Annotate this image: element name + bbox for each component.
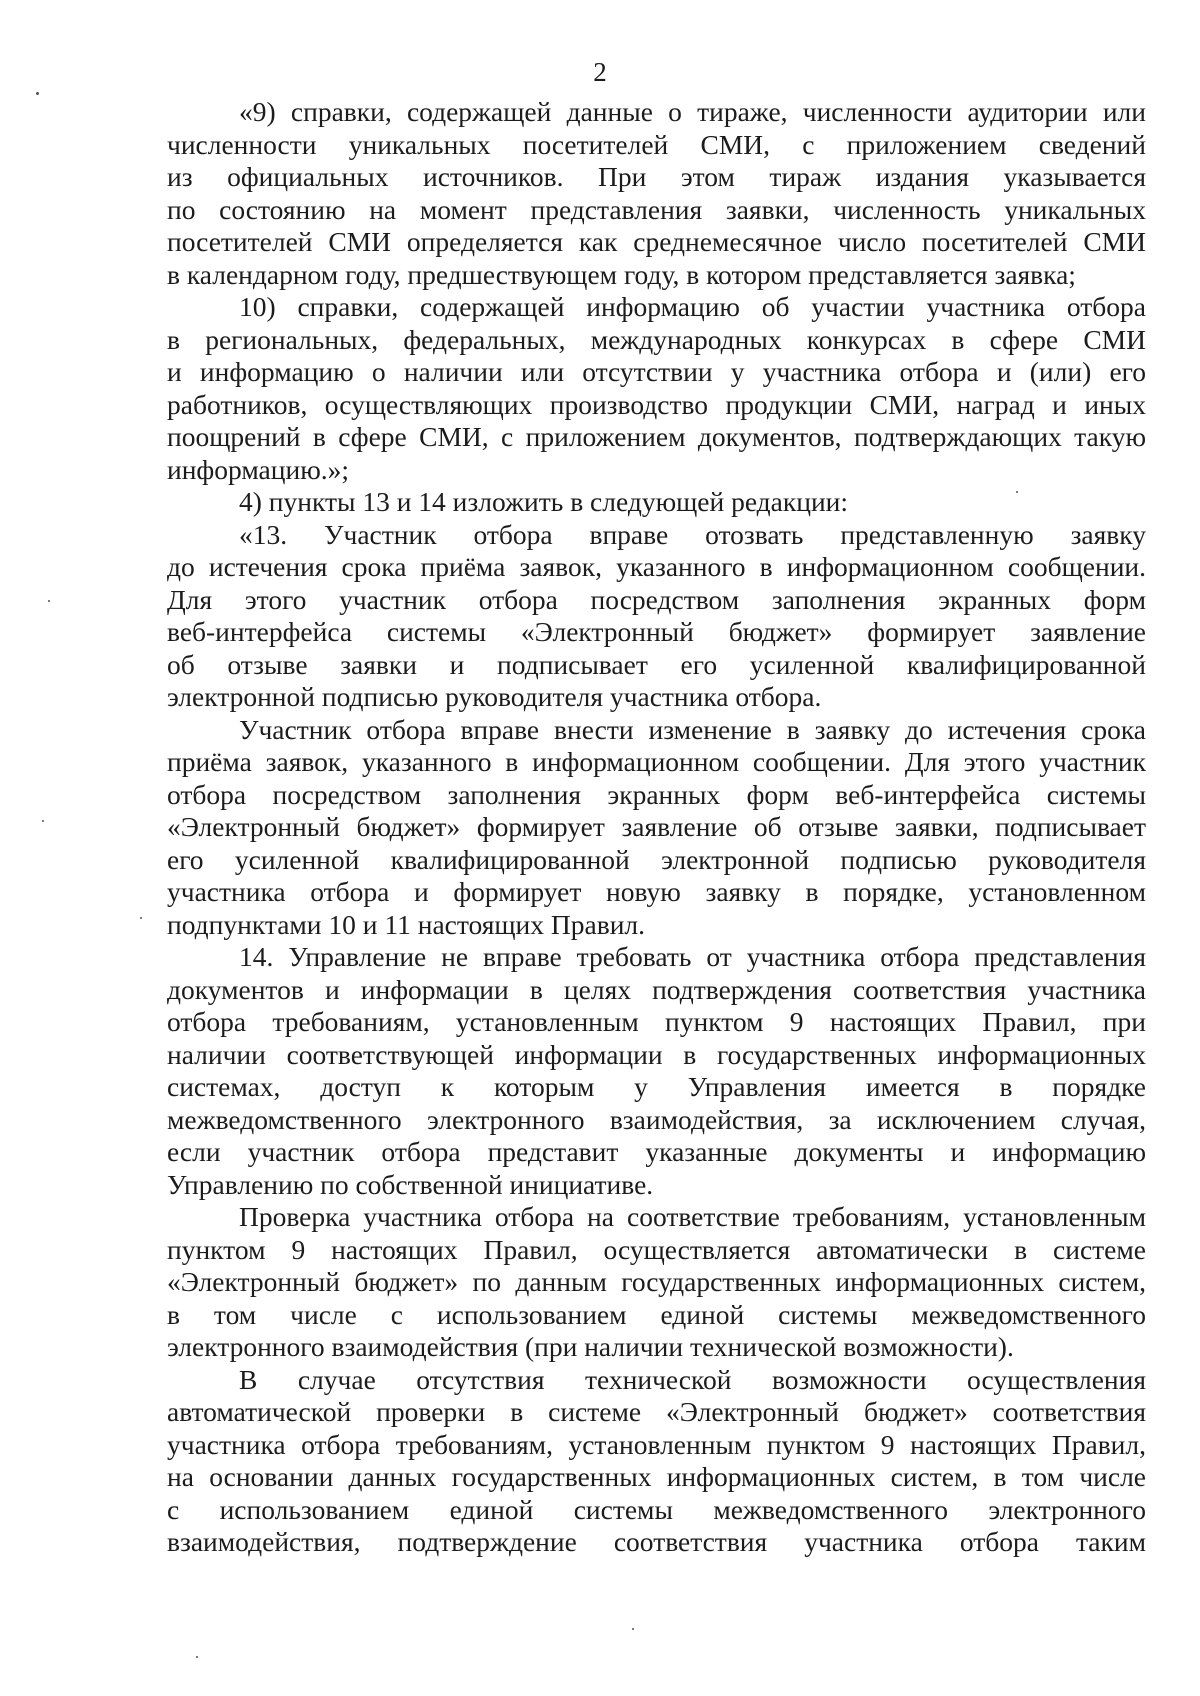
text-line: подпунктами 10 и 11 настоящих Правил.	[167, 908, 646, 940]
text-line: и информацию о наличии или отсутствии у участника отбора и (или) его	[167, 356, 1146, 387]
text-line: веб-интерфейса системы «Электронный бюджет» формирует заявление	[167, 616, 1146, 647]
text-line: приёма заявок, указанного в информационном сообщении. Для этого участник	[167, 746, 1146, 777]
text-line: «13. Участник отбора вправе отозвать представленную заявку	[239, 518, 1146, 550]
text-line: отбора посредством заполнения экранных форм веб-интерфейса системы	[167, 778, 1146, 810]
text-line: «Электронный бюджет» по данным государственных информационных систем,	[167, 1266, 1146, 1297]
text-line: 4) пункты 13 и 14 изложить в следующей редакции:	[239, 486, 849, 517]
paragraph	[167, 1201, 1146, 1364]
scan-speck	[48, 600, 50, 602]
text-line: численности уникальных посетителей СМИ, с приложением сведений	[167, 128, 1146, 160]
paragraph	[167, 714, 1146, 942]
text-line: Проверка участника отбора на соответствие требованиям, установленным	[239, 1201, 1146, 1232]
scan-speck	[140, 917, 142, 919]
text-line: на основании данных государственных информационных систем, в том числе	[167, 1461, 1146, 1492]
scan-speck	[42, 820, 44, 822]
text-line: если участник отбора представит указанные документы и информацию	[167, 1136, 1146, 1167]
text-line: Для этого участник отбора посредством заполнения экранных форм	[167, 583, 1146, 615]
text-line: из официальных источников. При этом тираж издания указывается	[167, 161, 1146, 192]
text-line: 14. Управление не вправе требовать от участника отбора представления	[239, 941, 1146, 972]
text-line: Участник отбора вправе внести изменение в заявку до истечения срока	[239, 713, 1146, 745]
text-line: поощрений в сфере СМИ, с приложением документов, подтверждающих такую	[167, 421, 1146, 452]
text-line: в региональных, федеральных, международных конкурсах в сфере СМИ	[167, 323, 1146, 355]
text-line: его усиленной квалифицированной электронной подписью руководителя	[167, 843, 1146, 875]
paragraph	[167, 941, 1146, 1201]
paragraph	[167, 291, 1146, 486]
paragraph	[167, 486, 1146, 519]
text-line: «9) справки, содержащей данные о тираже, численности аудитории или	[239, 96, 1146, 127]
text-line: в том числе с использованием единой системы межведомственного	[167, 1298, 1146, 1330]
page-number: 2	[593, 57, 607, 87]
text-line: системах, доступ к которым у Управления имеется в порядке	[167, 1071, 1146, 1102]
text-line: до истечения срока приёма заявок, указанного в информационном сообщении.	[167, 551, 1146, 582]
text-line: автоматической проверки в системе «Электронный бюджет» соответствия	[167, 1396, 1146, 1427]
text-line: взаимодействия, подтверждение соответствия участника отбора таким	[167, 1526, 1146, 1557]
scan-speck	[196, 1656, 198, 1658]
paragraph	[167, 96, 1146, 291]
text-line: Управлению по собственной инициативе.	[167, 1168, 654, 1200]
text-line: информацию.»;	[167, 453, 349, 485]
paragraph	[167, 1364, 1146, 1559]
text-line: участника отбора требованиям, установленным пунктом 9 настоящих Правил,	[167, 1428, 1146, 1460]
scan-speck	[632, 1628, 634, 1630]
paragraph	[167, 519, 1146, 714]
text-line: межведомственного электронного взаимодействия, за исключением случая,	[167, 1103, 1146, 1135]
text-line: посетителей СМИ определяется как среднемесячное число посетителей СМИ	[167, 226, 1146, 257]
document-body	[167, 96, 1146, 1559]
text-line: работников, осуществляющих производство продукции СМИ, наград и иных	[167, 388, 1146, 420]
text-line: В случае отсутствия технической возможности осуществления	[239, 1363, 1146, 1395]
scan-speck	[36, 92, 39, 95]
text-line: с использованием единой системы межведомственного электронного	[167, 1493, 1146, 1525]
text-line: пунктом 9 настоящих Правил, осуществляется автоматически в системе	[167, 1233, 1146, 1265]
text-line: участника отбора и формирует новую заявку в порядке, установленном	[167, 876, 1146, 907]
text-line: по состоянию на момент представления заявки, численность уникальных	[167, 193, 1146, 225]
text-line: электронного взаимодействия (при наличии технической возможности).	[167, 1331, 1014, 1362]
text-line: документов и информации в целях подтверждения соответствия участника	[167, 973, 1146, 1005]
scan-speck	[1016, 491, 1018, 493]
text-line: «Электронный бюджет» формирует заявление об отзыве заявки, подписывает	[167, 811, 1146, 842]
text-line: электронной подписью руководителя участника отбора.	[167, 681, 822, 712]
text-line: об отзыве заявки и подписывает его усиленной квалифицированной	[167, 648, 1146, 680]
text-line: в календарном году, предшествующем году, в котором представляется заявка;	[167, 258, 1076, 290]
text-line: 10) справки, содержащей информацию об участии участника отбора	[239, 291, 1146, 322]
text-line: наличии соответствующей информации в государственных информационных	[167, 1038, 1146, 1070]
text-line: отбора требованиям, установленным пунктом 9 настоящих Правил, при	[167, 1006, 1146, 1037]
